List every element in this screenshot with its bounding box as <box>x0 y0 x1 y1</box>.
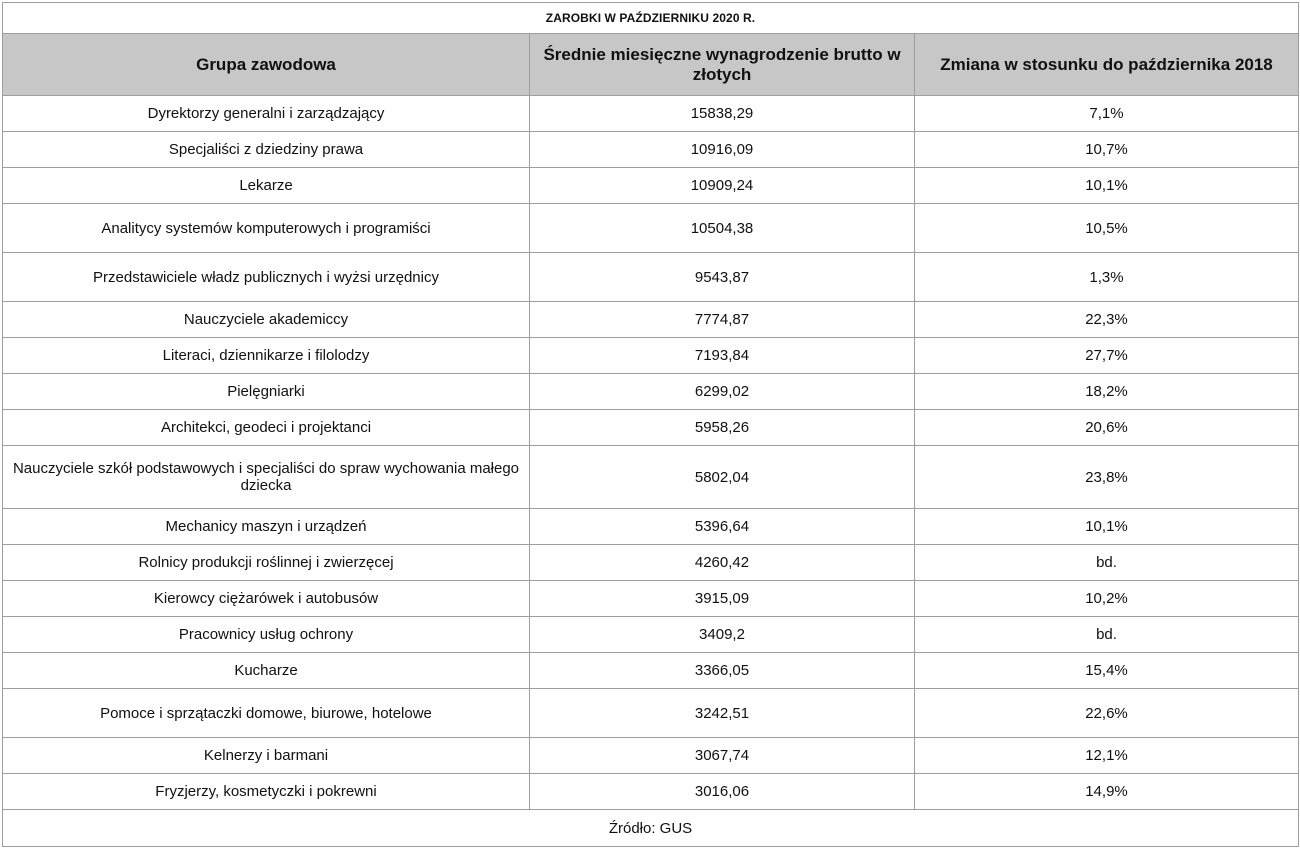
cell-change: 12,1% <box>915 738 1299 774</box>
table-row <box>3 738 1299 774</box>
cell-group: Literaci, dziennikarze i filolodzy <box>3 338 530 374</box>
table-row <box>3 545 1299 581</box>
table-row <box>3 204 1299 253</box>
header-change: Zmiana w stosunku do października 2018 <box>915 34 1299 96</box>
cell-salary: 10504,38 <box>530 204 915 253</box>
cell-change: 10,5% <box>915 204 1299 253</box>
cell-change: 23,8% <box>915 446 1299 509</box>
table-row <box>3 168 1299 204</box>
table-row <box>3 410 1299 446</box>
table-header-row <box>3 34 1299 96</box>
table-row <box>3 509 1299 545</box>
cell-salary: 5958,26 <box>530 410 915 446</box>
cell-salary: 3915,09 <box>530 581 915 617</box>
cell-change: 22,6% <box>915 689 1299 738</box>
table-row <box>3 581 1299 617</box>
cell-group: Przedstawiciele władz publicznych i wyżsi urzędnicy <box>3 253 530 302</box>
table-title: ZAROBKI W PAŹDZIERNIKU 2020 R. <box>3 3 1299 34</box>
cell-group: Mechanicy maszyn i urządzeń <box>3 509 530 545</box>
cell-group: Lekarze <box>3 168 530 204</box>
cell-change: 27,7% <box>915 338 1299 374</box>
cell-salary: 5802,04 <box>530 446 915 509</box>
cell-change: 15,4% <box>915 653 1299 689</box>
cell-group: Dyrektorzy generalni i zarządzający <box>3 96 530 132</box>
source-note: Źródło: GUS <box>3 810 1299 847</box>
table-source-row <box>3 810 1299 847</box>
table-row <box>3 132 1299 168</box>
cell-group: Pracownicy usług ochrony <box>3 617 530 653</box>
cell-group: Kierowcy ciężarówek i autobusów <box>3 581 530 617</box>
cell-group: Pielęgniarki <box>3 374 530 410</box>
cell-group: Kelnerzy i barmani <box>3 738 530 774</box>
cell-salary: 7193,84 <box>530 338 915 374</box>
cell-group: Architekci, geodeci i projektanci <box>3 410 530 446</box>
cell-change: bd. <box>915 617 1299 653</box>
cell-change: 10,1% <box>915 509 1299 545</box>
cell-change: 22,3% <box>915 302 1299 338</box>
cell-salary: 15838,29 <box>530 96 915 132</box>
table-row <box>3 617 1299 653</box>
table-row <box>3 774 1299 810</box>
cell-change: bd. <box>915 545 1299 581</box>
table-row <box>3 689 1299 738</box>
cell-change: 10,2% <box>915 581 1299 617</box>
cell-group: Specjaliści z dziedziny prawa <box>3 132 530 168</box>
cell-change: 14,9% <box>915 774 1299 810</box>
table-row <box>3 374 1299 410</box>
cell-group: Nauczyciele akademiccy <box>3 302 530 338</box>
cell-salary: 7774,87 <box>530 302 915 338</box>
header-salary: Średnie miesięczne wynagrodzenie brutto w złotych <box>530 34 915 96</box>
cell-salary: 5396,64 <box>530 509 915 545</box>
table-row <box>3 302 1299 338</box>
table-row <box>3 96 1299 132</box>
cell-group: Nauczyciele szkół podstawowych i specjaliści do spraw wychowania małego dziecka <box>3 446 530 509</box>
table-row <box>3 253 1299 302</box>
cell-change: 7,1% <box>915 96 1299 132</box>
cell-change: 20,6% <box>915 410 1299 446</box>
salary-table <box>2 2 1299 847</box>
salary-table-container <box>2 2 1298 847</box>
table-row <box>3 446 1299 509</box>
cell-salary: 3366,05 <box>530 653 915 689</box>
cell-group: Fryzjerzy, kosmetyczki i pokrewni <box>3 774 530 810</box>
cell-salary: 3016,06 <box>530 774 915 810</box>
cell-salary: 6299,02 <box>530 374 915 410</box>
cell-salary: 10909,24 <box>530 168 915 204</box>
table-row <box>3 338 1299 374</box>
cell-group: Rolnicy produkcji roślinnej i zwierzęcej <box>3 545 530 581</box>
cell-salary: 3067,74 <box>530 738 915 774</box>
cell-salary: 3242,51 <box>530 689 915 738</box>
cell-change: 10,7% <box>915 132 1299 168</box>
cell-change: 18,2% <box>915 374 1299 410</box>
table-title-row <box>3 3 1299 34</box>
cell-salary: 9543,87 <box>530 253 915 302</box>
table-row <box>3 653 1299 689</box>
cell-salary: 3409,2 <box>530 617 915 653</box>
cell-group: Pomoce i sprzątaczki domowe, biurowe, hotelowe <box>3 689 530 738</box>
cell-group: Analitycy systemów komputerowych i programiści <box>3 204 530 253</box>
header-group: Grupa zawodowa <box>3 34 530 96</box>
cell-salary: 4260,42 <box>530 545 915 581</box>
cell-group: Kucharze <box>3 653 530 689</box>
cell-salary: 10916,09 <box>530 132 915 168</box>
cell-change: 1,3% <box>915 253 1299 302</box>
cell-change: 10,1% <box>915 168 1299 204</box>
